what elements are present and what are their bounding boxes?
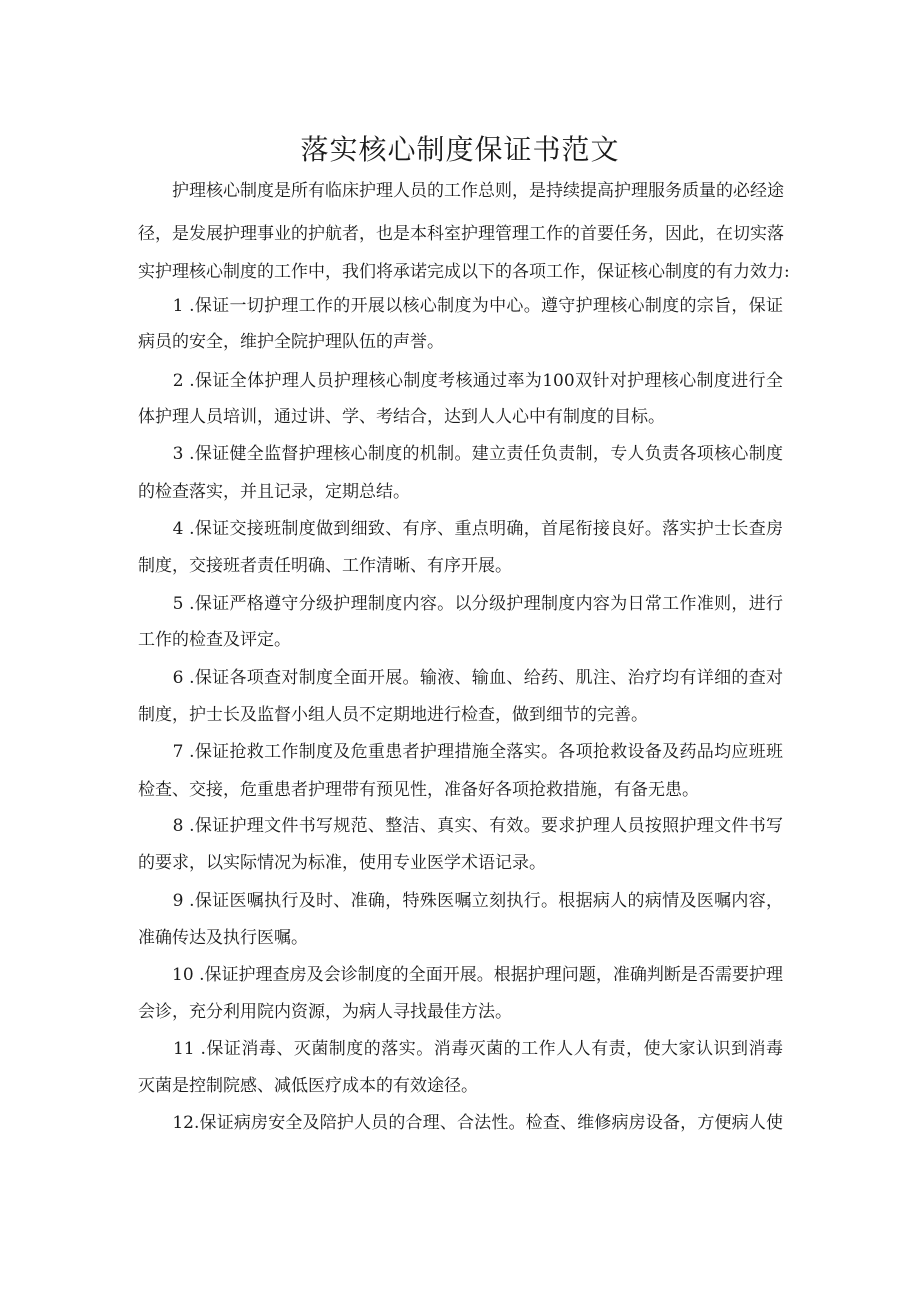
intro-line: 实护理核心制度的工作中，我们将承诺完成以下的各项工作，保证核心制度的有力效力:: [138, 262, 790, 282]
item-4-line-1: 4 .保证交接班制度做到细致、有序、重点明确，首尾衔接良好。落实护士长查房: [138, 519, 783, 539]
item-8-line-2: 的要求，以实际情况为标准，使用专业医学术语记录。: [138, 853, 546, 873]
item-7-line-1: 7 .保证抢救工作制度及危重患者护理措施全落实。各项抢救设备及药品均应班班: [138, 742, 783, 762]
item-6-line-2: 制度，护士长及监督小组人员不定期地进行检查，做到细节的完善。: [138, 705, 648, 725]
item-1-line-2: 病员的安全，维护全院护理队伍的声誉。: [138, 332, 444, 352]
item-4-line-2: 制度，交接班者责任明确、工作清晰、有序开展。: [138, 556, 512, 576]
item-5-line-1: 5 .保证严格遵守分级护理制度内容。以分级护理制度内容为日常工作准则，进行: [138, 594, 783, 614]
item-5-line-2: 工作的检查及评定。: [138, 630, 291, 650]
item-10-line-2: 会诊，充分利用院内资源，为病人寻找最佳方法。: [138, 1002, 512, 1022]
item-9-line-1: 9 .保证医嘱执行及时、准确，特殊医嘱立刻执行。根据病人的病情及医嘱内容，: [138, 891, 783, 911]
item-11-line-2: 灭菌是控制院感、减低医疗成本的有效途径。: [138, 1076, 478, 1096]
item-3-line-1: 3 .保证健全监督护理核心制度的机制。建立责任负责制，专人负责各项核心制度: [138, 444, 783, 464]
intro-line: 径，是发展护理事业的护航者，也是本科室护理管理工作的首要任务，因此，在切实落: [138, 224, 784, 244]
intro-line: 护理核心制度是所有临床护理人员的工作总则，是持续提高护理服务质量的必经途: [138, 181, 784, 201]
item-7-line-2: 检查、交接，危重患者护理带有预见性，准备好各项抢救措施，有备无患。: [138, 780, 699, 800]
page-title: 落实核心制度保证书范文: [300, 133, 620, 166]
item-8-line-1: 8 .保证护理文件书写规范、整洁、真实、有效。要求护理人员按照护理文件书写: [138, 816, 783, 836]
item-2-line-2: 体护理人员培训，通过讲、学、考结合，达到人人心中有制度的目标。: [138, 407, 665, 427]
item-3-line-2: 的检查落实，并且记录，定期总结。: [138, 482, 410, 502]
item-1-line-1: 1 .保证一切护理工作的开展以核心制度为中心。遵守护理核心制度的宗旨，保证: [138, 296, 783, 316]
item-10-line-1: 10 .保证护理查房及会诊制度的全面开展。根据护理问题，准确判断是否需要护理: [138, 965, 783, 985]
item-9-line-2: 准确传达及执行医嘱。: [138, 928, 308, 948]
item-11-line-1: 11 .保证消毒、灭菌制度的落实。消毒灭菌的工作人人有责，使大家认识到消毒: [138, 1039, 783, 1059]
item-2-line-1: 2 .保证全体护理人员护理核心制度考核通过率为100双针对护理核心制度进行全: [138, 371, 783, 391]
item-12-line-1: 12.保证病房安全及陪护人员的合理、合法性。检查、维修病房设备，方便病人使: [138, 1113, 783, 1133]
item-6-line-1: 6 .保证各项查对制度全面开展。输液、输血、给药、肌注、治疗均有详细的查对: [138, 668, 783, 688]
